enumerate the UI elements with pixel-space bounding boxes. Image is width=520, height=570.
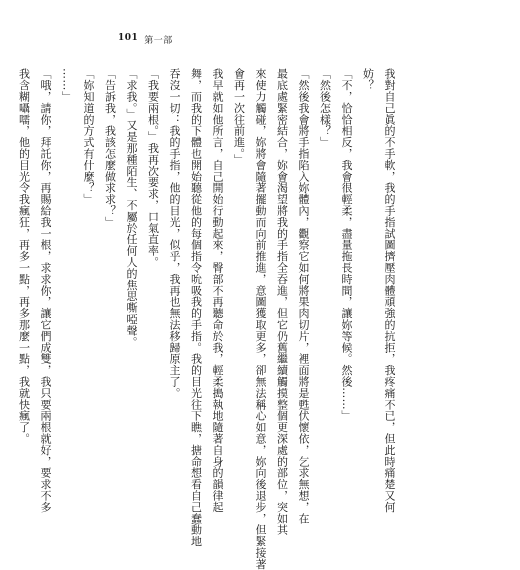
text-line: 吞沒一切：我的手指，他的目光，似乎，我再也無法移歸原主了。	[168, 68, 181, 399]
text-line: 「不，恰恰相反，我會很輕柔，盡量拖長時間，讓妳等候。然後……」	[340, 68, 353, 422]
text-line: 「告訴我，我該怎麼做求求？」	[103, 68, 117, 228]
text-line: 我含糊囁嚅，他的目光令我瘋狂，再多一點，再多那麼一點，我就快瘋了。	[17, 68, 31, 445]
text-line: 「求我。」又是那種陌生、不屬於任何人的焦思嘶啞聲。	[125, 68, 138, 348]
body-text	[17, 68, 400, 570]
text-line: 妨？	[361, 68, 375, 91]
text-line: 會再一次往前進。」	[232, 68, 246, 166]
page-header	[118, 33, 173, 46]
text-line: 來使力觸碰，妳將會隨著擺動而向前推進，意圖獲取更多，卻無法稱心如意，妳向後退步，但緊接著	[254, 68, 267, 570]
text-line: 「然後我會將手指陷入妳體內，觀察它如何將果肉切片，裡面將是甦伏懷依，乞求無想，在	[297, 68, 310, 524]
page-number: 101	[118, 33, 139, 43]
text-line: ……」	[60, 68, 74, 103]
section-title: 第一部	[144, 36, 173, 46]
text-line: 「然後怎樣？」	[318, 68, 332, 148]
text-line: 最底處緊密結合，妳會渴望將我的手指全吞進，但它仍舊繼續觸摸整個更深處的部位，突如其	[275, 68, 289, 536]
text-line: 「我要兩根。」我再次要求，口氣直率。	[146, 68, 160, 268]
text-line: 舞，而我的下體也開始聽從他的每個指令吮吸我的手指。我的目光往下瞧，搪命想看自己蠢動地	[189, 68, 203, 547]
text-line: 我早就如他所言，自己開始行動起來，臀部不再聽命於我，輕柔搗執地隨著自身的韻律起	[211, 68, 224, 513]
text-line: 「妳知道的方式有什麼？」	[82, 68, 95, 205]
text-line: 我對自己眞的不手軟，我的手指試圖擠壓肉體頑強的抗拒，我疼痛不已，但此時痛楚又何	[383, 68, 396, 513]
text-line: 「哦，請你，拜託你，再賜給我一根，求求你，讓它們成雙，我只要兩根就好，要求不多	[39, 68, 52, 513]
